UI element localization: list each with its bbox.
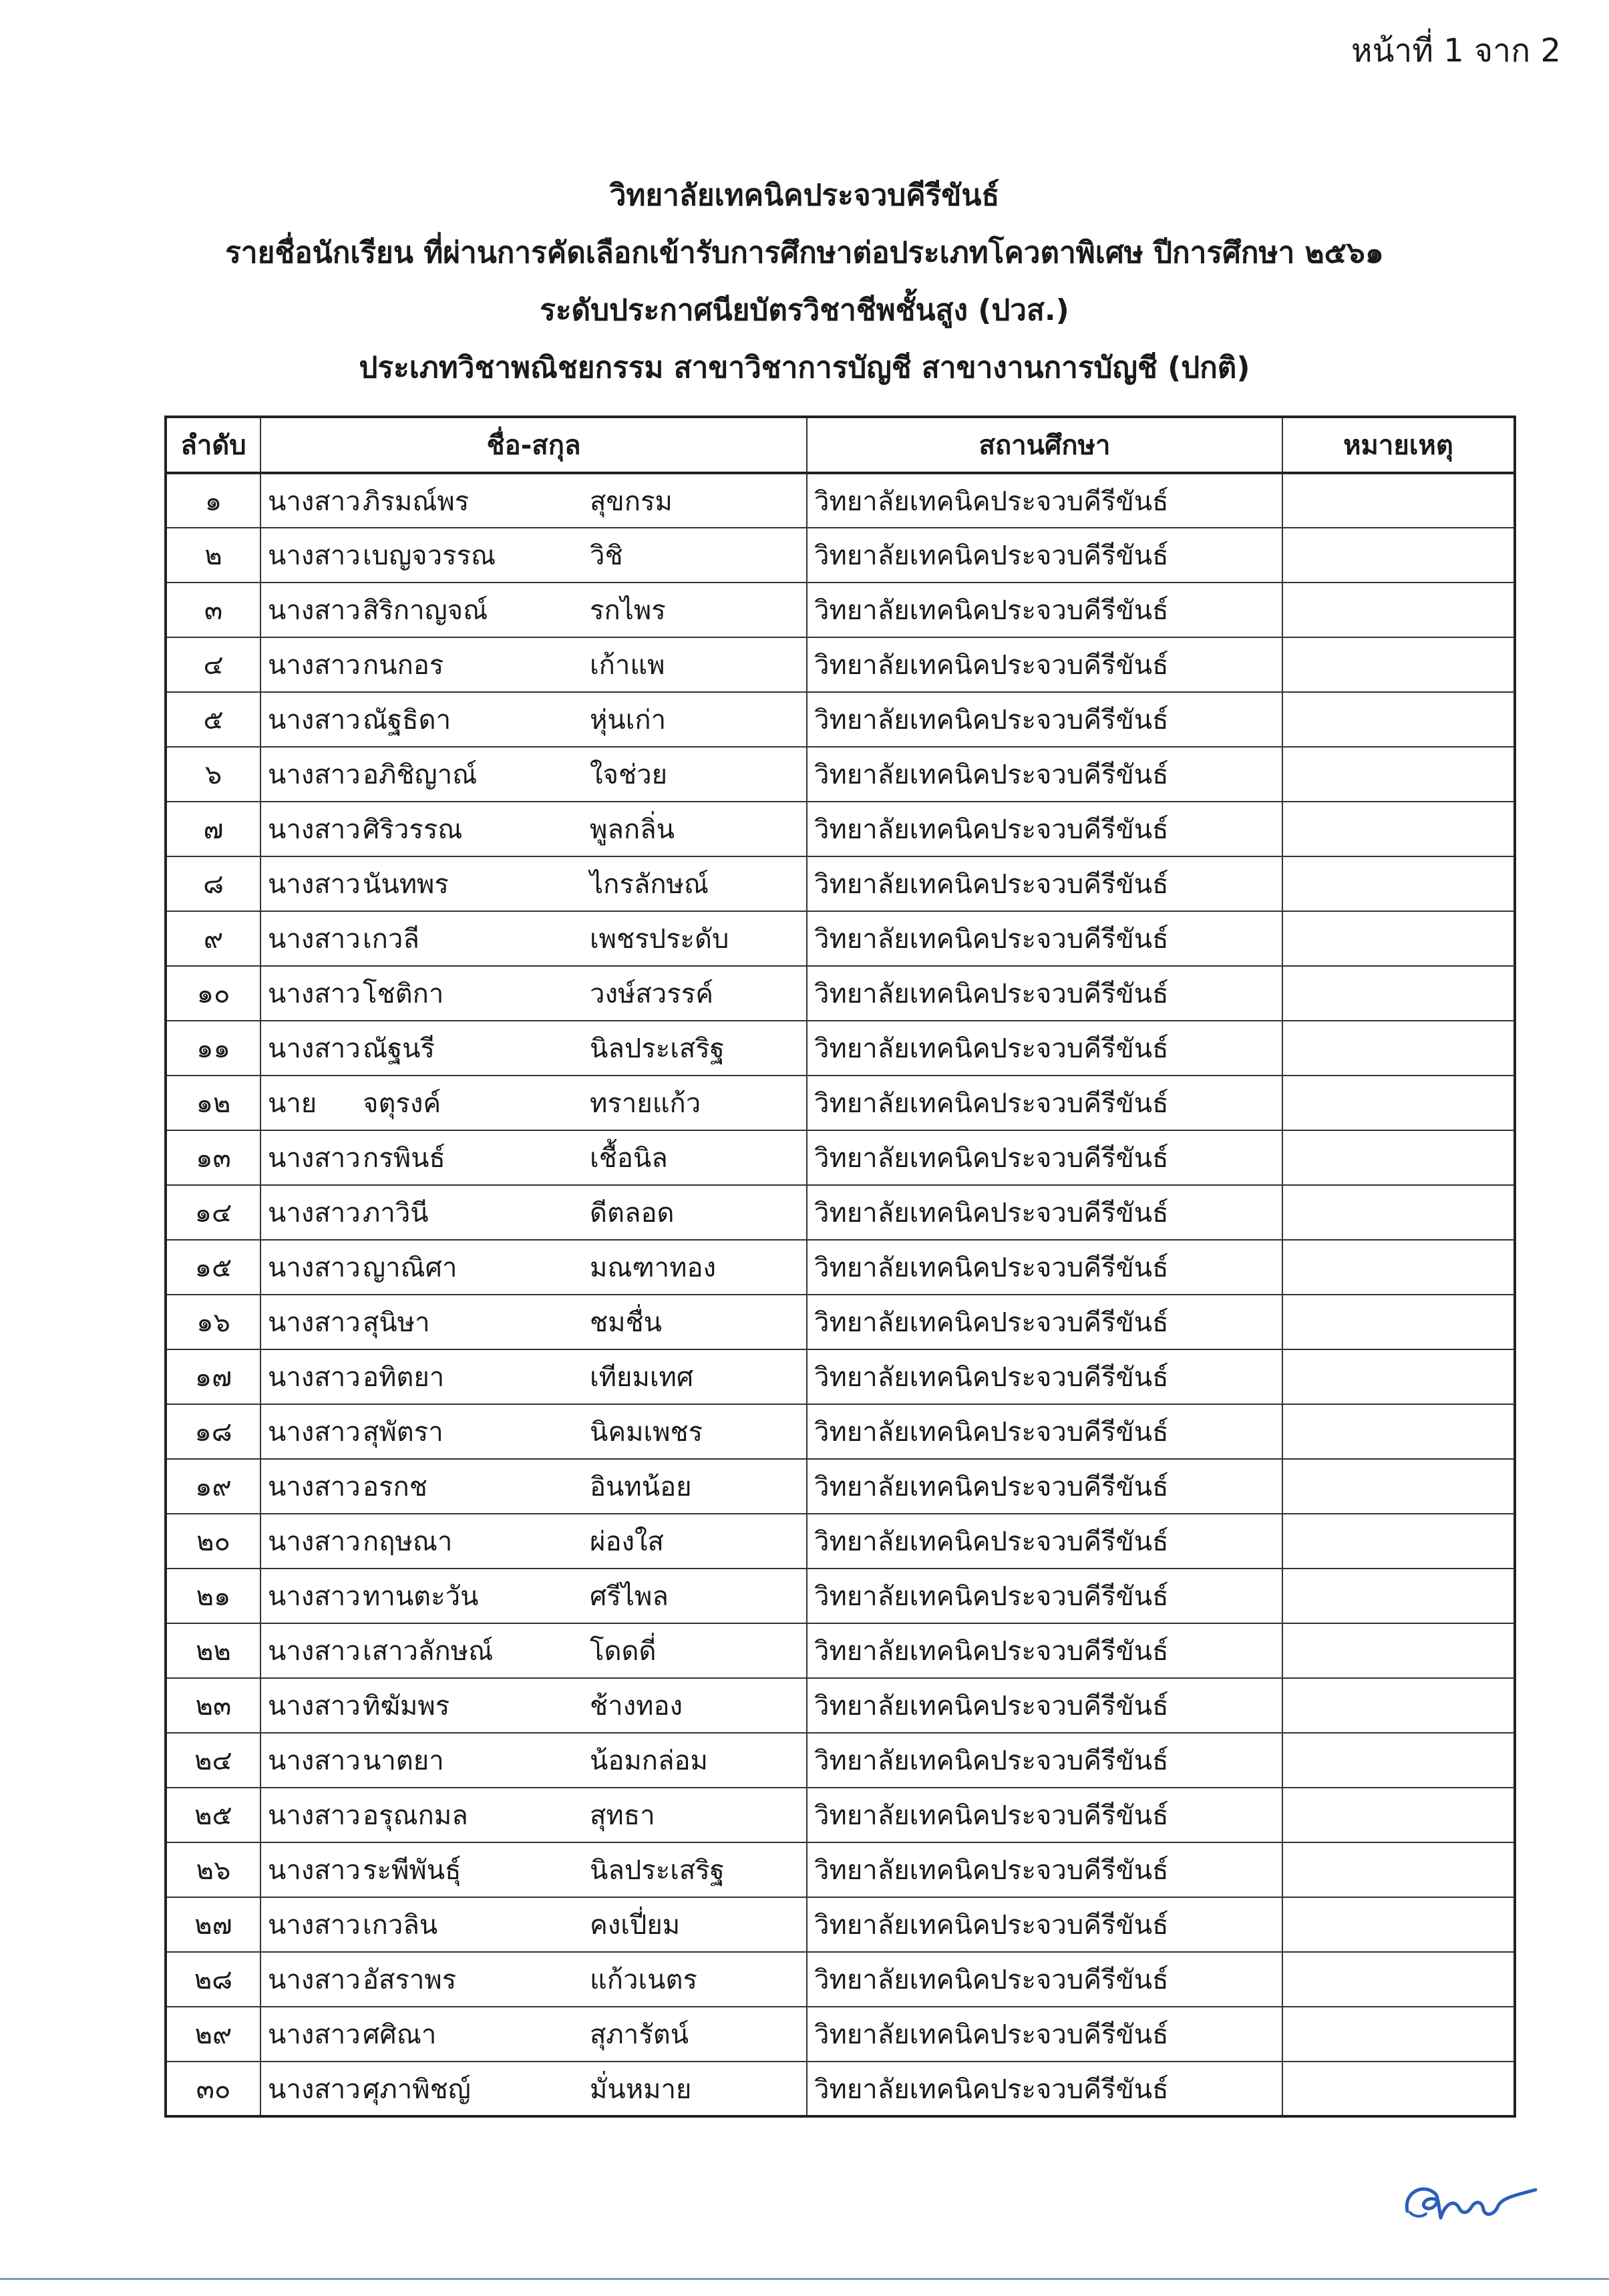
row-order: ๒๔ (166, 1733, 260, 1788)
last-name: นิลประเสริฐ (590, 1033, 725, 1064)
college-name: วิทยาลัยเทคนิคประจวบคีรีขันธ์ (609, 178, 1000, 212)
row-note (1282, 1952, 1515, 2007)
school-name: วิทยาลัยเทคนิคประจวบคีรีขันธ์ (807, 473, 1282, 528)
row-note (1282, 692, 1515, 747)
row-order: ๑๐ (166, 966, 260, 1021)
list-title: รายชื่อนักเรียน ที่ผ่านการคัดเลือกเข้ารับการศึกษาต่อประเภทโควตาพิเศษ ปีการศึกษา ๒๕๖๑ (225, 236, 1384, 270)
table-row (166, 528, 1515, 583)
first-name: เกวลี (363, 924, 419, 955)
table-row (166, 583, 1515, 637)
row-note (1282, 1240, 1515, 1295)
row-order: ๒๙ (166, 2007, 260, 2062)
program-info: ประเภทวิชาพณิชยกรรม สาขาวิชาการบัญชี สาขางานการบัญชี (ปกติ) (359, 351, 1250, 385)
column-header-name: ชื่อ-สกุล (260, 417, 807, 473)
last-name: อินทน้อย (590, 1472, 692, 1502)
row-note (1282, 1076, 1515, 1130)
table-row (166, 1952, 1515, 2007)
education-level: ระดับประกาศนียบัตรวิชาชีพชั้นสูง (ปวส.) (540, 293, 1069, 327)
table-row (166, 966, 1515, 1021)
school-name: วิทยาลัยเทคนิคประจวบคีรีขันธ์ (807, 1842, 1282, 1897)
name-title: นางสาว (268, 1033, 361, 1064)
row-order: ๑ (166, 473, 260, 528)
last-name: เก้าแพ (590, 650, 665, 681)
student-name (260, 1295, 807, 1349)
table-row (166, 911, 1515, 966)
row-note (1282, 911, 1515, 966)
table-row (166, 802, 1515, 856)
row-order: ๒๖ (166, 1842, 260, 1897)
name-title: นางสาว (268, 1855, 361, 1886)
first-name: อรุณกมล (363, 1800, 468, 1831)
student-name (260, 1733, 807, 1788)
name-title: นางสาว (268, 1362, 361, 1393)
last-name: น้อมกล่อม (590, 1746, 708, 1776)
first-name: ภิรมณ์พร (363, 486, 470, 517)
table-row (166, 1349, 1515, 1404)
last-name: นิคมเพชร (590, 1417, 703, 1448)
name-title: นาย (268, 1088, 317, 1119)
table-row (166, 747, 1515, 802)
last-name: นิลประเสริฐ (590, 1855, 725, 1886)
row-order: ๑๘ (166, 1404, 260, 1459)
row-order: ๒๓ (166, 1678, 260, 1733)
table-row (166, 473, 1515, 528)
student-name (260, 473, 807, 528)
school-name: วิทยาลัยเทคนิคประจวบคีรีขันธ์ (807, 1678, 1282, 1733)
school-name: วิทยาลัยเทคนิคประจวบคีรีขันธ์ (807, 856, 1282, 911)
school-name: วิทยาลัยเทคนิคประจวบคีรีขันธ์ (807, 1404, 1282, 1459)
row-note (1282, 1678, 1515, 1733)
row-note (1282, 1349, 1515, 1404)
last-name: แก้วเนตร (590, 1965, 697, 1995)
name-title: นางสาว (268, 1526, 361, 1557)
student-name (260, 1678, 807, 1733)
school-name: วิทยาลัยเทคนิคประจวบคีรีขันธ์ (807, 1569, 1282, 1623)
row-note (1282, 1733, 1515, 1788)
row-note (1282, 1788, 1515, 1842)
row-order: ๒ (166, 528, 260, 583)
name-title: นางสาว (268, 1800, 361, 1831)
row-order: ๑๑ (166, 1021, 260, 1076)
table-row (166, 856, 1515, 911)
student-name (260, 1404, 807, 1459)
school-name: วิทยาลัยเทคนิคประจวบคีรีขันธ์ (807, 583, 1282, 637)
student-name (260, 911, 807, 966)
first-name: ภาวินี (363, 1198, 429, 1228)
row-note (1282, 802, 1515, 856)
row-order: ๘ (166, 856, 260, 911)
school-name: วิทยาลัยเทคนิคประจวบคีรีขันธ์ (807, 1295, 1282, 1349)
name-title: นางสาว (268, 1746, 361, 1776)
table-row (166, 1021, 1515, 1076)
row-note (1282, 2062, 1515, 2116)
table-row (166, 1185, 1515, 1240)
document-header (0, 167, 1609, 397)
row-note (1282, 2007, 1515, 2062)
name-title: นางสาว (268, 1307, 361, 1338)
school-name: วิทยาลัยเทคนิคประจวบคีรีขันธ์ (807, 966, 1282, 1021)
row-order: ๑๓ (166, 1130, 260, 1185)
school-name: วิทยาลัยเทคนิคประจวบคีรีขันธ์ (807, 1021, 1282, 1076)
last-name: สุภารัตน์ (590, 2019, 689, 2050)
school-name: วิทยาลัยเทคนิคประจวบคีรีขันธ์ (807, 1952, 1282, 2007)
table-row (166, 1459, 1515, 1514)
student-name (260, 802, 807, 856)
last-name: ผ่องใส (590, 1526, 664, 1557)
name-title: นางสาว (268, 2074, 361, 2105)
row-order: ๑๗ (166, 1349, 260, 1404)
first-name: ณัฐธิดา (363, 705, 452, 735)
row-note (1282, 747, 1515, 802)
table-row (166, 1788, 1515, 1842)
table-row (166, 692, 1515, 747)
school-name: วิทยาลัยเทคนิคประจวบคีรีขันธ์ (807, 637, 1282, 692)
first-name: โชติกา (363, 979, 444, 1009)
student-name (260, 966, 807, 1021)
table-row (166, 1897, 1515, 1952)
table-row (166, 1514, 1515, 1569)
table-row (166, 1733, 1515, 1788)
row-order: ๙ (166, 911, 260, 966)
student-name (260, 1842, 807, 1897)
name-title: นางสาว (268, 650, 361, 681)
name-title: นางสาว (268, 1691, 361, 1721)
row-order: ๒๐ (166, 1514, 260, 1569)
name-title: นางสาว (268, 760, 361, 790)
student-name (260, 1130, 807, 1185)
row-order: ๑๕ (166, 1240, 260, 1295)
name-title: นางสาว (268, 814, 361, 845)
student-name (260, 528, 807, 583)
first-name: อรกช (363, 1472, 427, 1502)
name-title: นางสาว (268, 1581, 361, 1612)
name-title: นางสาว (268, 869, 361, 900)
row-note (1282, 966, 1515, 1021)
row-order: ๓ (166, 583, 260, 637)
row-order: ๑๙ (166, 1459, 260, 1514)
first-name: กฤษณา (363, 1526, 453, 1557)
row-order: ๔ (166, 637, 260, 692)
row-note (1282, 1295, 1515, 1349)
student-name (260, 2007, 807, 2062)
row-order: ๒๗ (166, 1897, 260, 1952)
school-name: วิทยาลัยเทคนิคประจวบคีรีขันธ์ (807, 1788, 1282, 1842)
first-name: เสาวลักษณ์ (363, 1636, 494, 1667)
school-name: วิทยาลัยเทคนิคประจวบคีรีขันธ์ (807, 1623, 1282, 1678)
column-header-order: ลำดับ (166, 417, 260, 473)
school-name: วิทยาลัยเทคนิคประจวบคีรีขันธ์ (807, 2007, 1282, 2062)
last-name: หุ่นเก่า (590, 705, 667, 735)
school-name: วิทยาลัยเทคนิคประจวบคีรีขันธ์ (807, 692, 1282, 747)
first-name: สิริกาญจณ์ (363, 595, 488, 626)
name-title: นางสาว (268, 540, 361, 571)
table-row (166, 1240, 1515, 1295)
student-name (260, 747, 807, 802)
row-note (1282, 637, 1515, 692)
first-name: จตุรงค์ (363, 1088, 441, 1119)
name-title: นางสาว (268, 924, 361, 955)
row-note (1282, 1185, 1515, 1240)
last-name: สุทธา (590, 1800, 655, 1831)
name-title: นางสาว (268, 2019, 361, 2050)
last-name: เทียมเทศ (590, 1362, 694, 1393)
bottom-rule (0, 2278, 1609, 2280)
student-name (260, 1240, 807, 1295)
student-name (260, 1569, 807, 1623)
last-name: ชมชื่น (590, 1307, 663, 1338)
first-name: สุพัตรา (363, 1417, 443, 1448)
page-number: หน้าที่ 1 จาก 2 (1351, 32, 1561, 69)
row-note (1282, 1842, 1515, 1897)
first-name: ศุภาพิชญ์ (363, 2074, 471, 2105)
row-note (1282, 856, 1515, 911)
school-name: วิทยาลัยเทคนิคประจวบคีรีขันธ์ (807, 1130, 1282, 1185)
last-name: ช้างทอง (590, 1691, 683, 1721)
first-name: กรพินธ์ (363, 1143, 445, 1174)
school-name: วิทยาลัยเทคนิคประจวบคีรีขันธ์ (807, 1349, 1282, 1404)
last-name: วงษ์สวรรค์ (590, 979, 713, 1009)
table-row (166, 1569, 1515, 1623)
last-name: ทรายแก้ว (590, 1088, 701, 1119)
last-name: ดีตลอด (590, 1198, 675, 1228)
first-name: อภิชิญาณ์ (363, 760, 478, 790)
first-name: เบญจวรรณ (363, 540, 496, 571)
name-title: นางสาว (268, 595, 361, 626)
school-name: วิทยาลัยเทคนิคประจวบคีรีขันธ์ (807, 911, 1282, 966)
last-name: วิชิ (590, 540, 623, 571)
first-name: อัสราพร (363, 1965, 457, 1995)
row-note (1282, 473, 1515, 528)
student-name (260, 856, 807, 911)
school-name: วิทยาลัยเทคนิคประจวบคีรีขันธ์ (807, 1185, 1282, 1240)
last-name: คงเปี่ยม (590, 1910, 681, 1941)
first-name: ญาณิศา (363, 1253, 458, 1283)
student-name (260, 692, 807, 747)
row-order: ๗ (166, 802, 260, 856)
name-title: นางสาว (268, 1472, 361, 1502)
first-name: ทานตะวัน (363, 1581, 479, 1612)
last-name: มณฑาทอง (590, 1253, 717, 1283)
row-note (1282, 1130, 1515, 1185)
name-title: นางสาว (268, 486, 361, 517)
last-name: ศรีไพล (590, 1581, 669, 1612)
student-name (260, 583, 807, 637)
school-name: วิทยาลัยเทคนิคประจวบคีรีขันธ์ (807, 528, 1282, 583)
first-name: ณัฐนรี (363, 1033, 435, 1064)
table-row (166, 637, 1515, 692)
last-name: พูลกลิ่น (590, 814, 675, 845)
row-note (1282, 1404, 1515, 1459)
signature-icon (1398, 2171, 1545, 2231)
last-name: สุขกรม (590, 486, 673, 517)
student-table (164, 416, 1516, 2118)
row-order: ๑๔ (166, 1185, 260, 1240)
student-name (260, 2062, 807, 2116)
row-order: ๑๒ (166, 1076, 260, 1130)
student-name (260, 1623, 807, 1678)
student-name (260, 1514, 807, 1569)
name-title: นางสาว (268, 1910, 361, 1941)
name-title: นางสาว (268, 705, 361, 735)
student-name (260, 1952, 807, 2007)
row-note (1282, 1569, 1515, 1623)
student-name (260, 637, 807, 692)
first-name: เกวลิน (363, 1910, 438, 1941)
row-order: ๒๒ (166, 1623, 260, 1678)
row-order: ๒๑ (166, 1569, 260, 1623)
row-note (1282, 1021, 1515, 1076)
name-title: นางสาว (268, 1143, 361, 1174)
school-name: วิทยาลัยเทคนิคประจวบคีรีขันธ์ (807, 1514, 1282, 1569)
last-name: เพชรประดับ (590, 924, 729, 955)
table-header-row (166, 417, 1515, 473)
student-name (260, 1459, 807, 1514)
student-name (260, 1021, 807, 1076)
row-order: ๑๖ (166, 1295, 260, 1349)
first-name: ศศิณา (363, 2019, 437, 2050)
student-name (260, 1185, 807, 1240)
school-name: วิทยาลัยเทคนิคประจวบคีรีขันธ์ (807, 802, 1282, 856)
first-name: อทิตยา (363, 1362, 445, 1393)
school-name: วิทยาลัยเทคนิคประจวบคีรีขันธ์ (807, 1076, 1282, 1130)
name-title: นางสาว (268, 1965, 361, 1995)
school-name: วิทยาลัยเทคนิคประจวบคีรีขันธ์ (807, 747, 1282, 802)
first-name: ทิฆัมพร (363, 1691, 450, 1721)
name-title: นางสาว (268, 1198, 361, 1228)
name-title: นางสาว (268, 979, 361, 1009)
school-name: วิทยาลัยเทคนิคประจวบคีรีขันธ์ (807, 2062, 1282, 2116)
first-name: สุนิษา (363, 1307, 430, 1338)
student-name (260, 1076, 807, 1130)
table-body (166, 473, 1515, 2116)
table-row (166, 1623, 1515, 1678)
row-note (1282, 1514, 1515, 1569)
name-title: นางสาว (268, 1417, 361, 1448)
table-row (166, 1842, 1515, 1897)
column-header-note: หมายเหตุ (1282, 417, 1515, 473)
row-note (1282, 1459, 1515, 1514)
row-note (1282, 1623, 1515, 1678)
table-row (166, 1130, 1515, 1185)
last-name: ไกรลักษณ์ (590, 869, 709, 900)
table-row (166, 1404, 1515, 1459)
student-name (260, 1788, 807, 1842)
row-note (1282, 1897, 1515, 1952)
last-name: รกไพร (590, 595, 666, 626)
school-name: วิทยาลัยเทคนิคประจวบคีรีขันธ์ (807, 1459, 1282, 1514)
first-name: ระพีพันธุ์ (363, 1855, 462, 1886)
school-name: วิทยาลัยเทคนิคประจวบคีรีขันธ์ (807, 1897, 1282, 1952)
row-order: ๖ (166, 747, 260, 802)
column-header-school: สถานศึกษา (807, 417, 1282, 473)
student-name (260, 1349, 807, 1404)
last-name: ใจช่วย (590, 760, 668, 790)
row-order: ๓๐ (166, 2062, 260, 2116)
first-name: ศิริวรรณ (363, 814, 463, 845)
row-note (1282, 583, 1515, 637)
row-order: ๒๕ (166, 1788, 260, 1842)
table-row (166, 1678, 1515, 1733)
last-name: มั่นหมาย (590, 2074, 692, 2105)
first-name: นันทพร (363, 869, 449, 900)
row-order: ๒๘ (166, 1952, 260, 2007)
row-note (1282, 528, 1515, 583)
row-order: ๕ (166, 692, 260, 747)
first-name: นาตยา (363, 1746, 444, 1776)
name-title: นางสาว (268, 1253, 361, 1283)
table-row (166, 2062, 1515, 2116)
table-row (166, 1076, 1515, 1130)
name-title: นางสาว (268, 1636, 361, 1667)
table-row (166, 1295, 1515, 1349)
school-name: วิทยาลัยเทคนิคประจวบคีรีขันธ์ (807, 1733, 1282, 1788)
last-name: เชื้อนิล (590, 1143, 668, 1174)
last-name: โดดดี่ (590, 1636, 657, 1667)
first-name: กนกอร (363, 650, 444, 681)
table-row (166, 2007, 1515, 2062)
student-name (260, 1897, 807, 1952)
school-name: วิทยาลัยเทคนิคประจวบคีรีขันธ์ (807, 1240, 1282, 1295)
